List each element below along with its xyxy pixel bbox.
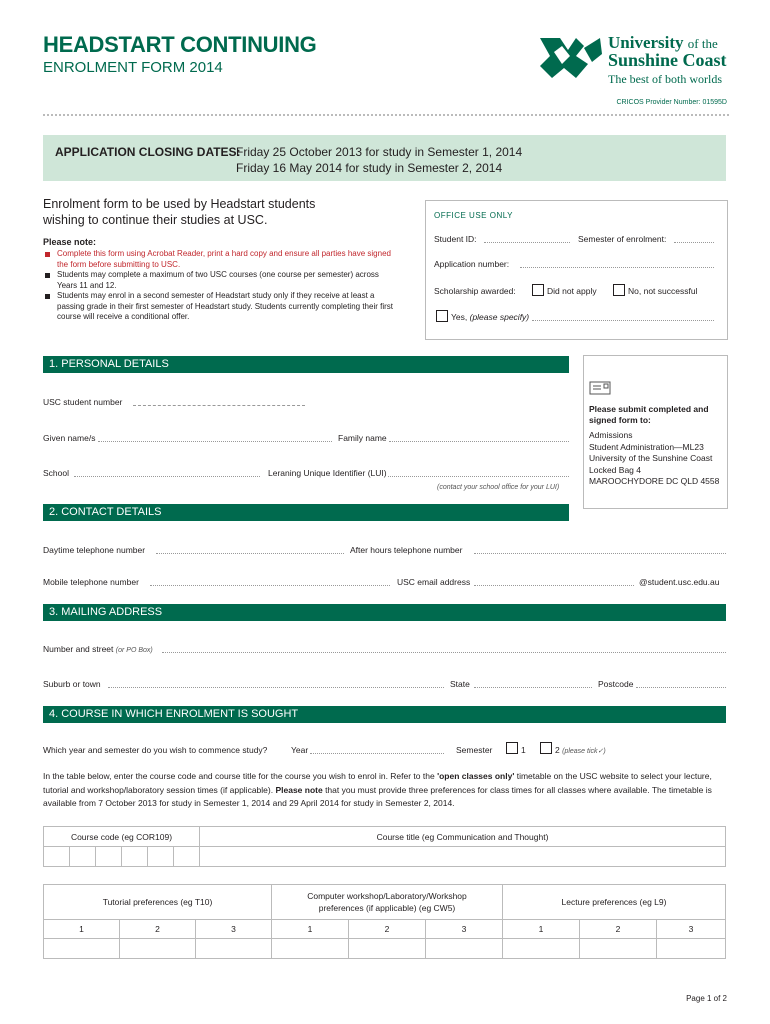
tutorial-pref-cell[interactable]: [196, 939, 272, 959]
pref-number: 2: [580, 920, 657, 939]
note-item: Complete this form using Acrobat Reader, print a hard copy and ensure all parties have signed the form before submitting to USC.: [43, 249, 393, 270]
lui-label: Leraning Unique Identifier (LUI): [268, 468, 387, 478]
did-not-apply-label: Did not apply: [547, 286, 597, 296]
given-name-label: Given name/s: [43, 433, 96, 443]
family-name-field[interactable]: [389, 441, 569, 442]
submit-address: [589, 430, 725, 488]
semester-label: Semester of enrolment:: [578, 234, 667, 244]
did-not-apply-checkbox[interactable]: [532, 284, 544, 296]
address-line: University of the Sunshine Coast: [589, 453, 713, 463]
semester-1-checkbox[interactable]: [506, 742, 518, 754]
address-line: Locked Bag 4: [589, 464, 641, 475]
header-divider: [43, 114, 729, 116]
note-item: Students may enrol in a second semester of Headstart study only if they receive at least a passing grade in their first semester of Headstart study. Students currently completing their first course will receive a conditional offer.: [43, 291, 393, 323]
pref-number: 2: [349, 920, 426, 939]
usc-number-label: USC student number: [43, 397, 123, 407]
year-label: Year: [291, 745, 309, 755]
yes-specify-field[interactable]: [532, 320, 714, 321]
course-code-cell[interactable]: [174, 847, 200, 867]
cricos-number: CRICOS Provider Number: 01595D: [616, 99, 727, 106]
section-mailing-address: 3. MAILING ADDRESS: [43, 604, 726, 621]
address-line: Student Administration—ML23: [589, 441, 704, 452]
closing-dates-label: APPLICATION CLOSING DATES:: [55, 145, 241, 159]
course-title-cell[interactable]: [200, 847, 726, 867]
not-successful-checkbox[interactable]: [613, 284, 625, 296]
page-number: Page 1 of 2: [686, 994, 727, 1003]
tutorial-pref-cell[interactable]: [120, 939, 196, 959]
closing-date-1: Friday 25 October 2013 for study in Semester 1, 2014: [236, 145, 523, 159]
semester-2-checkbox[interactable]: [540, 742, 552, 754]
lecture-pref-cell[interactable]: [503, 939, 580, 959]
pref-number: 1: [44, 920, 120, 939]
lui-field[interactable]: [388, 476, 569, 477]
given-name-field[interactable]: [98, 441, 332, 442]
semester-field[interactable]: [674, 242, 714, 243]
form-subtitle: ENROLMENT FORM 2014: [43, 59, 223, 76]
workshop-header: Computer workshop/Laboratory/Workshop preferences (if applicable) (eg CW5): [272, 885, 503, 920]
course-code-cell[interactable]: [148, 847, 174, 867]
submit-title: Please submit completed and signed form to:: [589, 404, 709, 425]
after-hours-label: After hours telephone number: [350, 545, 463, 555]
please-note-heading: Please note:: [43, 237, 97, 247]
form-title: HEADSTART CONTINUING: [43, 32, 317, 57]
usc-email-field[interactable]: [474, 585, 634, 586]
yes-label: Yes, (please specify): [451, 312, 530, 322]
family-name-label: Family name: [338, 433, 387, 443]
address-line: MAROOCHYDORE DC QLD 4558: [589, 476, 720, 486]
student-id-label: Student ID:: [434, 234, 477, 244]
course-instructions: In the table below, enter the course code and course title for the course you wish to enrol in. Refer to the 'open classes only' timetable on the USC website to select your lecture, tutorial and workshop/laboratory session times (if applicable). Please note that you must provide three preferences for class times for all classes where available. The timetable is available from 7 October 2013 for study in Semester 1, 2014 and 29 April 2014 for study in Semester 2, 2014.: [43, 771, 712, 808]
email-suffix: @student.usc.edu.au: [639, 577, 720, 587]
state-label: State: [450, 679, 470, 689]
course-code-cell[interactable]: [44, 847, 70, 867]
preferences-table: [43, 884, 726, 959]
pref-number: 1: [503, 920, 580, 939]
lui-contact-note: (contact your school office for your LUI): [437, 484, 560, 491]
suburb-field[interactable]: [108, 687, 444, 688]
semester-1-label: 1: [521, 745, 526, 755]
note-item: Students may complete a maximum of two USC courses (one course per semester) across Years 11 and 12.: [43, 270, 393, 291]
office-use-title: OFFICE USE ONLY: [434, 211, 513, 220]
student-id-field[interactable]: [484, 242, 570, 243]
app-number-label: Application number:: [434, 259, 510, 269]
pref-number: 3: [426, 920, 503, 939]
semester-course-label: Semester: [456, 745, 493, 755]
usc-number-field[interactable]: [133, 405, 305, 406]
usc-email-label: USC email address: [397, 577, 471, 587]
logo-tagline: The best of both worlds: [608, 72, 722, 86]
suburb-label: Suburb or town: [43, 679, 101, 689]
logo-university: University of the: [608, 33, 718, 52]
pref-number: 3: [196, 920, 272, 939]
street-field[interactable]: [162, 652, 726, 653]
year-field[interactable]: [310, 753, 444, 754]
commence-question: Which year and semester do you wish to commence study?: [43, 745, 268, 755]
course-table: [43, 826, 726, 867]
street-label: Number and street (or PO Box): [43, 644, 153, 654]
section-course: 4. COURSE IN WHICH ENROLMENT IS SOUGHT: [43, 706, 726, 723]
semester-2-label: 2 (please tick✓): [555, 745, 606, 755]
daytime-phone-label: Daytime telephone number: [43, 545, 146, 555]
workshop-pref-cell[interactable]: [272, 939, 349, 959]
not-successful-label: No, not successful: [628, 286, 698, 296]
closing-date-2: Friday 16 May 2014 for study in Semester 2, 2014: [236, 161, 503, 175]
course-title-header: Course title (eg Communication and Thought): [200, 827, 726, 847]
course-code-header: Course code (eg COR109): [44, 827, 200, 847]
course-code-cell[interactable]: [96, 847, 122, 867]
logo-sunshine-coast: Sunshine Coast: [608, 50, 727, 70]
scholarship-label: Scholarship awarded:: [434, 286, 516, 296]
mobile-field[interactable]: [150, 585, 390, 586]
workshop-pref-cell[interactable]: [426, 939, 503, 959]
tutorial-header: Tutorial preferences (eg T10): [44, 885, 272, 920]
postcode-label: Postcode: [598, 679, 634, 689]
tutorial-pref-cell[interactable]: [44, 939, 120, 959]
lecture-pref-cell[interactable]: [657, 939, 726, 959]
section-contact-details: 2. CONTACT DETAILS: [43, 504, 569, 521]
mail-icon: [589, 381, 611, 395]
mobile-label: Mobile telephone number: [43, 577, 139, 587]
school-field[interactable]: [74, 476, 260, 477]
pref-number: 2: [120, 920, 196, 939]
state-field[interactable]: [474, 687, 592, 688]
usc-logo-icon: [540, 34, 604, 78]
course-code-cell[interactable]: [122, 847, 148, 867]
intro-text: Enrolment form to be used by Headstart students wishing to continue their studies at USC.: [43, 197, 316, 227]
after-hours-field[interactable]: [474, 553, 726, 554]
pref-number: 3: [657, 920, 726, 939]
pref-number: 1: [272, 920, 349, 939]
lecture-pref-cell[interactable]: [580, 939, 657, 959]
postcode-field[interactable]: [636, 687, 726, 688]
address-line: Admissions: [589, 430, 633, 440]
school-label: School: [43, 468, 69, 478]
section-personal-details: 1. PERSONAL DETAILS: [43, 356, 569, 373]
yes-checkbox[interactable]: [436, 310, 448, 322]
app-number-field[interactable]: [520, 267, 714, 268]
daytime-phone-field[interactable]: [156, 553, 344, 554]
workshop-pref-cell[interactable]: [349, 939, 426, 959]
notes-list: [43, 249, 393, 323]
lecture-header: Lecture preferences (eg L9): [503, 885, 726, 920]
course-code-cell[interactable]: [70, 847, 96, 867]
